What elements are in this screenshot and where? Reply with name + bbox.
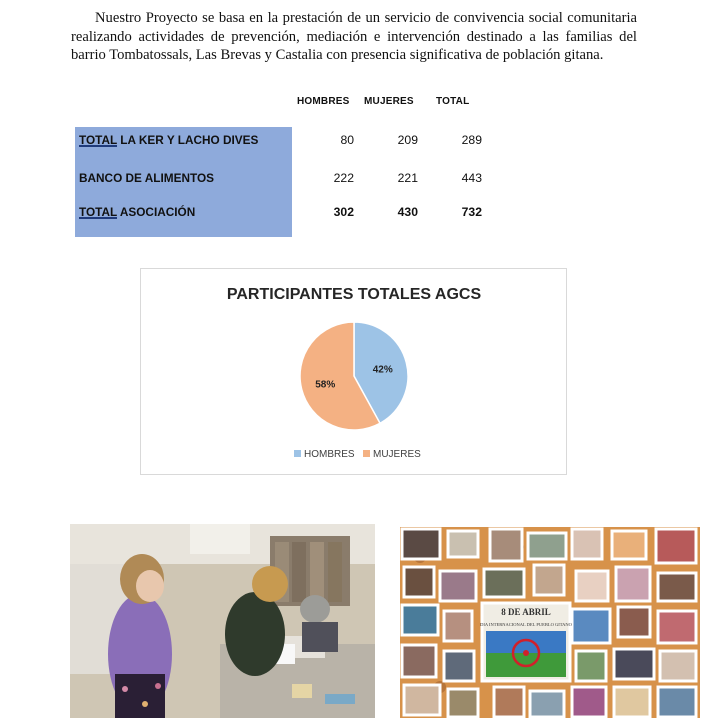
cell-mujeres: 209 bbox=[397, 133, 418, 147]
cell-hombres: 80 bbox=[340, 133, 354, 147]
header-mujeres: MUJERES bbox=[364, 96, 414, 107]
cell-total: 732 bbox=[461, 205, 482, 219]
legend-label-mujeres: MUJERES bbox=[373, 449, 421, 460]
table-row-label: BANCO DE ALIMENTOS bbox=[79, 171, 215, 185]
table-row-label: TOTAL ASOCIACIÓN bbox=[79, 205, 196, 219]
pie-label-hombres: 42% bbox=[372, 364, 393, 376]
pie-chart-canvas bbox=[141, 269, 568, 476]
collage-photo bbox=[400, 527, 700, 718]
header-total: TOTAL bbox=[436, 96, 470, 107]
intro-paragraph: Nuestro Proyecto se basa en la prestación de un servicio de convivencia social comunitaria realizando actividades de prevención, mediación e intervención destinado a las familias del barrio Tombatossals, Las Brevas y Castalia con presencia significativa de población gitana. bbox=[71, 10, 637, 63]
legend-swatch-mujeres bbox=[363, 450, 370, 457]
cell-total: 289 bbox=[461, 133, 482, 147]
poster-subtitle: DIA INTERNACIONAL DEL PUEBLO GITANO bbox=[480, 622, 572, 627]
cell-hombres: 222 bbox=[333, 171, 354, 185]
cell-mujeres: 430 bbox=[397, 205, 418, 219]
legend-swatch-hombres bbox=[294, 450, 301, 457]
cell-total: 443 bbox=[461, 171, 482, 185]
header-hombres: HOMBRES bbox=[297, 96, 350, 107]
cell-mujeres: 221 bbox=[397, 171, 418, 185]
poster-title: 8 DE ABRIL bbox=[501, 607, 551, 617]
pie-label-mujeres: 58% bbox=[315, 379, 336, 391]
pie-chart bbox=[140, 268, 567, 475]
table-row-label: TOTAL LA KER Y LACHO DIVES bbox=[79, 133, 259, 147]
chart-title: PARTICIPANTES TOTALES AGCS bbox=[226, 286, 482, 303]
cell-hombres: 302 bbox=[333, 205, 354, 219]
classroom-photo bbox=[70, 524, 375, 718]
legend-label-hombres: HOMBRES bbox=[304, 449, 355, 460]
